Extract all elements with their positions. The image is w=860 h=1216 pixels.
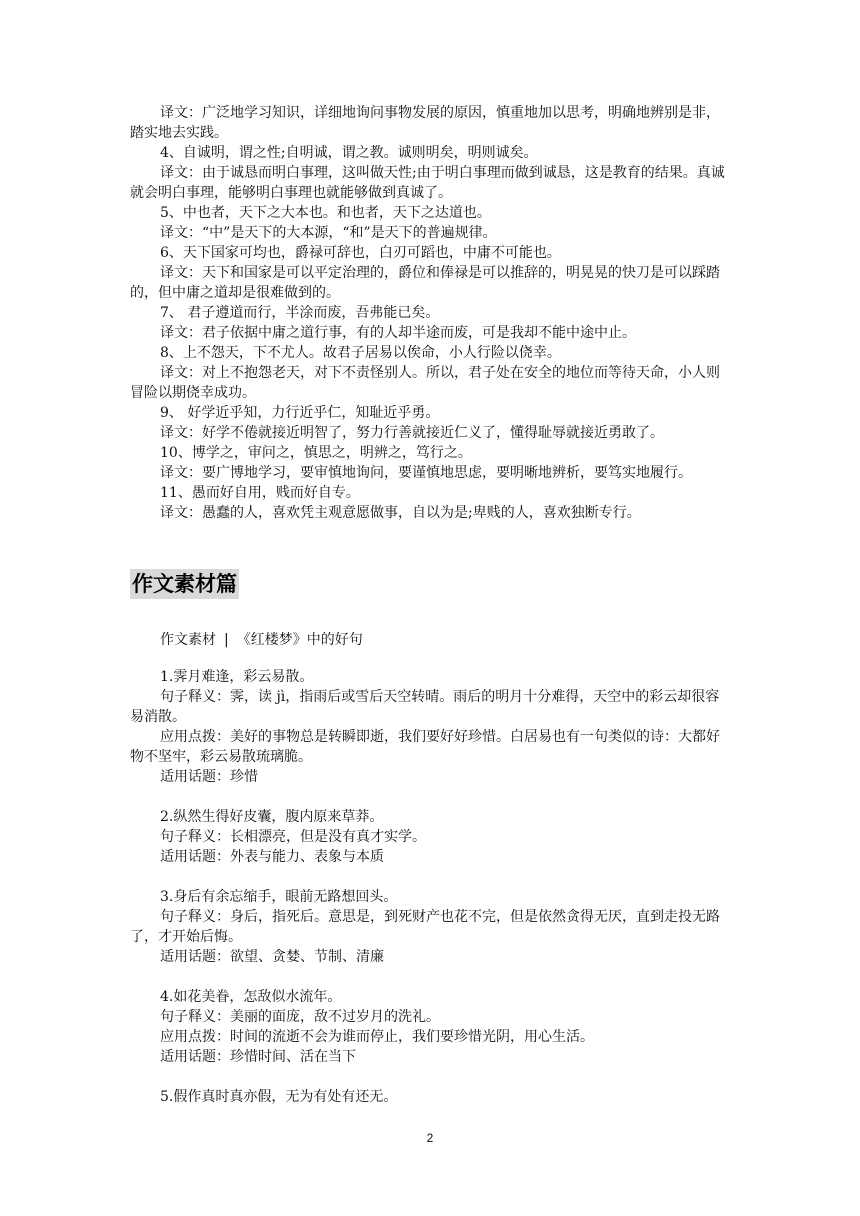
item-line: 适用话题：外表与能力、表象与本质 [160, 849, 384, 865]
item-title: 4.如花美眷，怎敌似水流年。 [160, 989, 342, 1005]
paragraph: 译文：天下和国家是可以平定治理的，爵位和俸禄是可以推辞的，明晃晃的快刀是可以踩踏的，但中庸之道却是很难做到的。 [130, 265, 720, 301]
paragraph: 6、天下国家可均也，爵禄可辞也，白刃可蹈也，中庸不可能也。 [160, 245, 561, 261]
classic-quotes-section [130, 103, 730, 523]
paragraph: 5、中也者，天下之大本也。和也者，天下之达道也。 [160, 205, 491, 221]
item-line: 应用点拨：时间的流逝不会为谁而停止，我们要珍惜光阴，用心生活。 [160, 1029, 594, 1045]
paragraph: 译文：对上不抱怨老天，对下不责怪别人。所以，君子处在安全的地位而等待天命，小人则冒险以期侥幸成功。 [130, 365, 720, 401]
item-line: 句子释义：霁，读 jì，指雨后或雪后天空转晴。雨后的明月十分难得，天空中的彩云却很容易消散。 [130, 689, 720, 725]
paragraph: 译文：由于诚恳而明白事理，这叫做天性;由于明白事理而做到诚恳，这是教育的结果。真诚就会明白事理，能够明白事理也就能够做到真诚了。 [130, 165, 725, 201]
paragraph: 8、上不怨天，下不尤人。故君子居易以俟命，小人行险以侥幸。 [160, 345, 561, 361]
item-title: 1.霁月难逢，彩云易散。 [160, 669, 314, 685]
paragraph: 译文：好学不倦就接近明智了，努力行善就接近仁义了，懂得耻辱就接近勇敢了。 [160, 425, 664, 441]
sub-heading [160, 630, 363, 650]
paragraph: 译文：愚蠢的人，喜欢凭主观意愿做事，自以为是;卑贱的人，喜欢独断专行。 [160, 505, 641, 521]
subheading-right: 《红楼梦》中的好句 [236, 632, 363, 648]
item-line: 适用话题：欲望、贪婪、节制、清廉 [160, 949, 384, 965]
paragraph: 译文：君子依据中庸之道行事，有的人却半途而废，可是我却不能中途中止。 [160, 325, 636, 341]
item-line: 适用话题：珍惜 [160, 769, 258, 785]
subheading-left: 作文素材 [160, 632, 216, 648]
item-line: 句子释义：身后，指死后。意思是，到死财产也花不完，但是依然贪得无厌，直到走投无路了，才开始后悔。 [130, 909, 720, 945]
item-title: 3.身后有余忘缩手，眼前无路想回头。 [160, 889, 398, 905]
item-title: 2.纵然生得好皮囊，腹内原来草莽。 [160, 809, 384, 825]
paragraph: 11、愚而好自用，贱而好自专。 [160, 485, 360, 501]
section-heading: 作文素材篇 [130, 569, 239, 599]
item-line: 句子释义：美丽的面庞，敌不过岁月的洗礼。 [160, 1009, 440, 1025]
subheading-separator: | [224, 632, 229, 648]
item-title: 5.假作真时真亦假，无为有处有还无。 [160, 1089, 398, 1105]
paragraph: 10、博学之，审问之，慎思之，明辨之，笃行之。 [160, 445, 472, 461]
item-line: 应用点拨：美好的事物总是转瞬即逝，我们要好好珍惜。白居易也有一句类似的诗：大都好物不坚牢，彩云易散琉璃脆。 [130, 729, 720, 765]
paragraph: 9、 好学近乎知，力行近乎仁，知耻近乎勇。 [160, 405, 440, 421]
writing-material-section [130, 667, 730, 1107]
paragraph: 7、 君子遵道而行，半涂而废，吾弗能已矣。 [160, 305, 440, 321]
paragraph: 译文：广泛地学习知识，详细地询问事物发展的原因，慎重地加以思考，明确地辨别是非，踏实地去实践。 [130, 105, 720, 141]
paragraph: 译文：要广博地学习，要审慎地询问，要谨慎地思虑，要明晰地辨析，要笃实地履行。 [160, 465, 692, 481]
paragraph: 4、自诚明，谓之性;自明诚，谓之教。诚则明矣，明则诚矣。 [160, 145, 538, 161]
item-line: 句子释义：长相漂亮，但是没有真才实学。 [160, 829, 426, 845]
page-number: 2 [426, 1131, 434, 1145]
item-line: 适用话题：珍惜时间、活在当下 [160, 1049, 356, 1065]
paragraph: 译文：“中”是天下的大本源，“和”是天下的普遍规律。 [160, 225, 497, 241]
